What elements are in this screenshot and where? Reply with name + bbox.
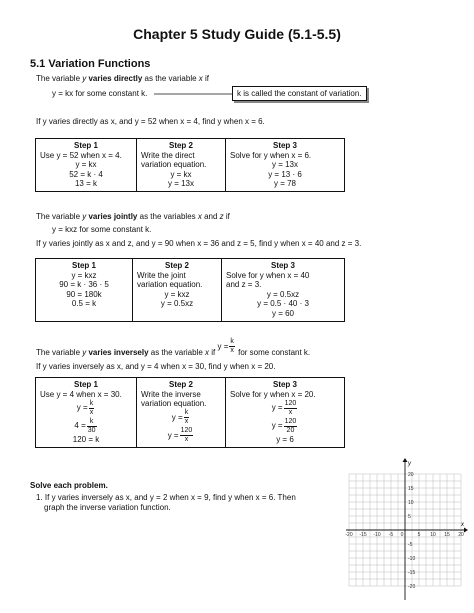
inverse-steps-table <box>35 377 345 448</box>
step-line: variation equation. <box>141 160 207 170</box>
inverse-intro-text-4: for some constant k. <box>235 348 311 357</box>
inverse-intro-var-y: y <box>82 348 87 357</box>
solve-heading: Solve each problem. <box>30 481 108 490</box>
joint-intro-var-z: z <box>219 212 224 221</box>
step-fraction-line: y = $\frac{k}{x}$ <box>171 409 189 426</box>
step-line: 90 = k · 36 · 5 <box>59 280 109 290</box>
x-tick-label: 0 <box>400 532 404 538</box>
fraction <box>180 427 194 444</box>
fraction-numerator: 120 <box>284 399 297 407</box>
y-tick-label: 5 <box>408 514 411 520</box>
joint-intro-var-x: x <box>197 212 202 221</box>
step-line: y = kxz <box>164 289 190 299</box>
fraction-denominator: x <box>288 408 293 416</box>
step-line: y = 0.5xz <box>160 299 194 309</box>
y-tick-label: 20 <box>408 472 414 478</box>
step-head: Step 3 <box>270 261 295 270</box>
joint-intro-text-3: and <box>201 212 220 221</box>
step-fraction-line: y = $\frac{120}{x}$ <box>167 427 193 444</box>
inverse-intro-text-3: if <box>209 348 218 357</box>
joint-step-2 <box>133 259 222 322</box>
step-line: y = kx <box>170 169 192 179</box>
step-line: Write the direct <box>141 150 195 160</box>
x-tick-label: 10 <box>430 532 436 538</box>
direct-intro-text: The variable <box>36 74 83 83</box>
joint-intro-keyword: varies jointly <box>86 212 138 221</box>
direct-step-3 <box>226 139 345 192</box>
step-line: 90 = 180k <box>66 289 102 299</box>
coordinate-grid <box>342 458 468 604</box>
y-tick-label: -20 <box>408 584 416 590</box>
direct-intro-text-2: as the variable <box>142 74 199 83</box>
section-heading: 5.1 Variation Functions <box>30 58 151 70</box>
step-line: y = 60 <box>271 308 294 318</box>
fraction <box>184 409 190 426</box>
fraction <box>89 400 95 417</box>
fraction-denominator: x <box>230 347 234 355</box>
step-line: y = 13x <box>167 179 194 189</box>
step-line: 13 = k <box>74 179 97 189</box>
direct-intro <box>36 74 209 84</box>
step-line: y = 0.5xz <box>266 289 300 299</box>
fraction-denominator: x <box>184 418 189 426</box>
fraction-numerator: k <box>89 399 94 407</box>
step-fraction-line: 4 = $\frac{k}{30}$ <box>74 417 96 434</box>
x-tick-label: -5 <box>388 532 394 538</box>
step-line: and z = 3. <box>226 280 262 290</box>
joint-step-3 <box>222 259 345 322</box>
step-head: Step 1 <box>73 141 98 150</box>
y-tick-label: -5 <box>408 542 413 548</box>
step-line: Write the joint <box>137 270 186 280</box>
problem-1-line-1: 1. If y varies inversely as x, and y = 2 when x = 9, find y when x = 6. Then <box>36 493 296 502</box>
y-axis-arrow <box>403 458 408 462</box>
inverse-formula <box>217 338 235 355</box>
fraction-denominator: 30 <box>87 426 96 434</box>
step-line: Write the inverse <box>141 389 201 399</box>
joint-steps-table <box>35 258 345 322</box>
joint-intro-var-y: y <box>82 212 87 221</box>
step-line: y = 0.5 · 40 · 3 <box>257 299 309 309</box>
step-head: Step 1 <box>73 380 98 389</box>
inverse-formula-lhs: y = <box>217 342 229 351</box>
step-head: Step 1 <box>71 261 96 270</box>
fraction-numerator: 120 <box>284 417 297 425</box>
fraction-denominator: x <box>89 408 94 416</box>
inverse-step-2 <box>137 378 226 448</box>
fraction-numerator: k <box>230 338 234 346</box>
step-line: y = 78 <box>273 179 296 189</box>
direct-intro-var-y: y <box>82 74 87 83</box>
step-line: y = kx <box>75 160 97 170</box>
step-line: variation equation. <box>141 399 207 409</box>
x-axis-label: x <box>461 522 464 528</box>
y-tick-label: 10 <box>408 500 414 506</box>
x-tick-label: -20 <box>345 532 353 538</box>
joint-intro-text-4: if <box>223 212 230 221</box>
step-line: 52 = k · 4 <box>69 169 103 179</box>
direct-intro-var-x: x <box>198 74 203 83</box>
joint-intro-text: The variable <box>36 212 83 221</box>
x-tick-label: -15 <box>359 532 367 538</box>
x-tick-label: -10 <box>373 532 381 538</box>
fraction-denominator: x <box>184 436 189 444</box>
step-line: 120 = k <box>72 435 100 445</box>
direct-step-2 <box>137 139 226 192</box>
x-tick-label: 5 <box>417 532 421 538</box>
step-line: Solve for y when x = 40 <box>226 270 310 280</box>
joint-intro <box>36 212 230 222</box>
y-axis-label: y <box>408 461 411 467</box>
step-line: Solve for y when x = 20. <box>230 389 316 399</box>
problem-1-line-2: graph the inverse variation function. <box>44 503 171 512</box>
step-line: variation equation. <box>137 280 203 290</box>
step-fraction-line: y = $\frac{k}{x}$ <box>76 399 94 416</box>
direct-intro-text-3: if <box>202 74 210 83</box>
step-fraction-line: y = $\frac{120}{20}$ <box>271 417 297 434</box>
y-tick-label: 15 <box>408 486 414 492</box>
fraction <box>284 400 298 417</box>
direct-problem: If y varies directly as x, and y = 52 when x = 4, find y when x = 6. <box>36 117 265 126</box>
fraction <box>284 418 298 435</box>
joint-problem: If y varies jointly as x and z, and y = 90 when x = 36 and z = 5, find y when x = 40 and z = 3. <box>36 239 362 248</box>
step-line: 0.5 = k <box>71 299 97 309</box>
step-head: Step 2 <box>164 261 189 270</box>
step-fraction-line: y = $\frac{120}{x}$ <box>271 399 297 416</box>
fraction-numerator: 120 <box>180 427 193 435</box>
x-tick-label: 15 <box>444 532 450 538</box>
direct-formula: y = kx for some constant k. <box>52 89 148 98</box>
step-line: Use y = 52 when x = 4. <box>40 150 122 160</box>
y-tick-label: -15 <box>408 570 416 576</box>
inverse-intro-var-x: x <box>205 348 210 357</box>
inverse-intro <box>36 338 311 362</box>
joint-formula: y = kxz for some constant k. <box>52 225 152 234</box>
inverse-intro-text: The variable <box>36 348 83 357</box>
inverse-intro-text-2: as the variable <box>148 348 206 357</box>
step-line: y = 13 · 6 <box>268 169 302 179</box>
step-line: Use y = 4 when x = 30. <box>40 389 122 399</box>
step-line: y = kxz <box>71 270 97 280</box>
inverse-step-3 <box>226 378 345 448</box>
fraction-denominator: 20 <box>286 426 295 434</box>
step-head: Step 2 <box>168 380 193 389</box>
x-axis-arrow <box>464 528 468 533</box>
fraction-numerator: k <box>87 418 97 427</box>
step-line: y = 13x <box>271 160 298 170</box>
direct-steps-table <box>35 138 345 192</box>
y-tick-label: -10 <box>408 556 416 562</box>
callout-pointer <box>150 87 235 99</box>
joint-step-1 <box>36 259 133 322</box>
inverse-formula-fraction <box>229 338 235 355</box>
fraction-numerator: k <box>184 409 189 417</box>
inverse-intro-keyword: varies inversely <box>86 348 149 357</box>
page-title: Chapter 5 Study Guide (5.1-5.5) <box>133 26 341 42</box>
inverse-step-1 <box>36 378 137 448</box>
direct-step-1 <box>36 139 137 192</box>
step-head: Step 2 <box>168 141 193 150</box>
step-line: Solve for y when x = 6. <box>230 150 312 160</box>
step-head: Step 3 <box>272 380 297 389</box>
x-tick-label: 20 <box>458 532 464 538</box>
step-line: y = 6 <box>276 435 294 445</box>
constant-callout: k is called the constant of variation. <box>232 86 367 101</box>
joint-intro-text-2: as the variables <box>137 212 198 221</box>
direct-intro-keyword: varies directly <box>86 74 143 83</box>
step-head: Step 3 <box>272 141 297 150</box>
fraction <box>87 418 97 435</box>
inverse-problem: If y varies inversely as x, and y = 4 when x = 30, find y when x = 20. <box>36 362 276 371</box>
